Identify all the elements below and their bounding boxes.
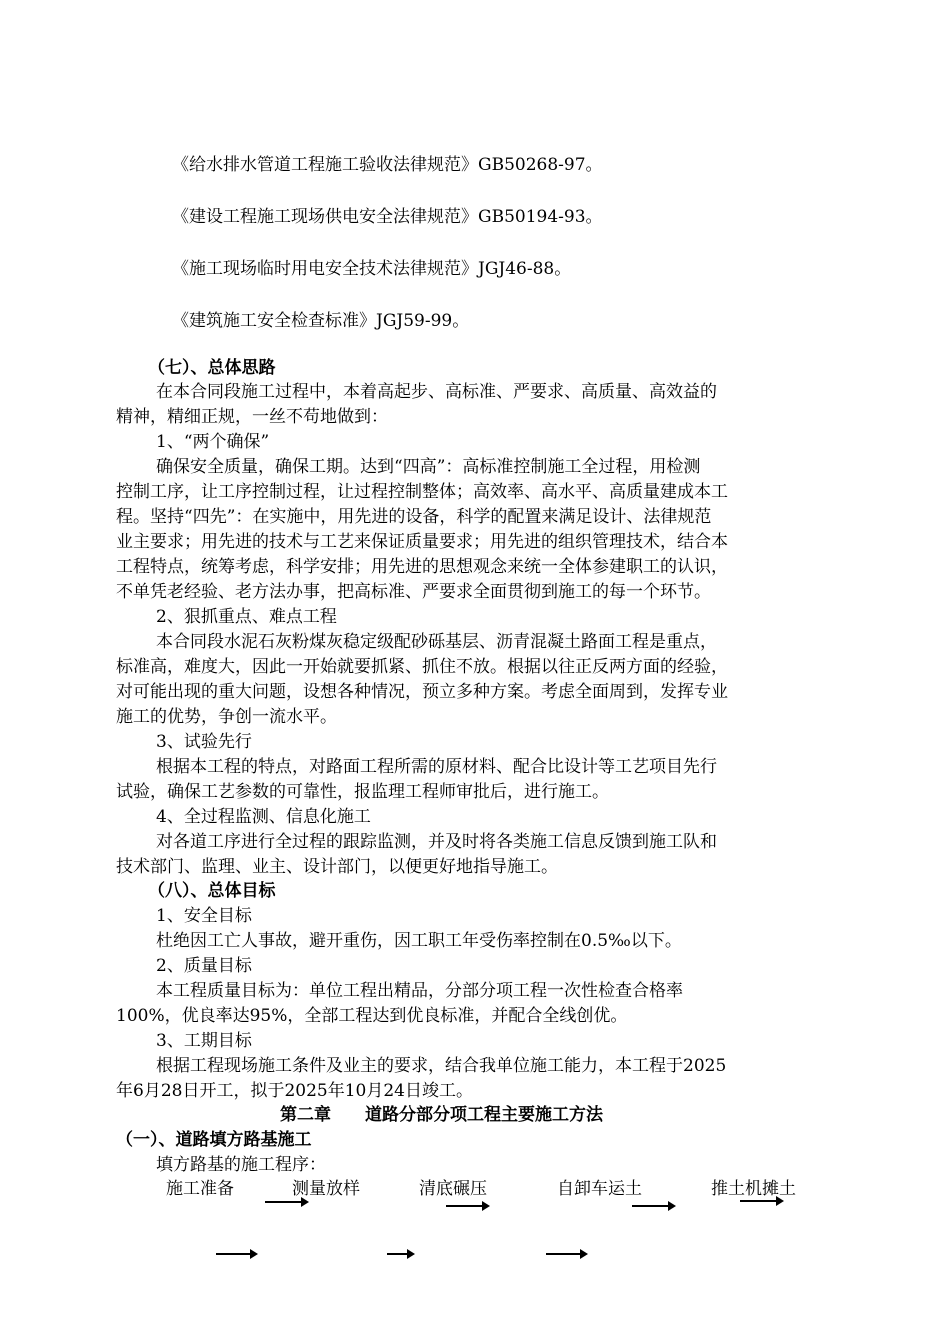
paragraph-line: 不单凭老经验、老方法办事，把高标准、严要求全面贯彻到施工的每一个环节。 bbox=[116, 582, 711, 602]
paragraph-line: 标准高，难度大，因此一开始就要抓紧、抓住不放。根据以往正反两方面的经验， bbox=[116, 657, 728, 677]
paragraph-line: 根据本工程的特点，对路面工程所需的原材料、配合比设计等工艺项目先行 bbox=[156, 757, 717, 777]
arrow-icon bbox=[740, 1200, 782, 1202]
item-heading: 1、安全目标 bbox=[156, 906, 252, 926]
item-heading: 2、质量目标 bbox=[156, 956, 252, 976]
paragraph-line: 对各道工序进行全过程的跟踪监测，并及时将各类施工信息反馈到施工队和 bbox=[156, 832, 717, 852]
item-heading: 4、全过程监测、信息化施工 bbox=[156, 807, 371, 827]
flow-step: 清底碾压 bbox=[419, 1179, 487, 1199]
flow-step: 测量放样 bbox=[292, 1179, 360, 1199]
standard-item: 《建设工程施工现场供电安全法律规范》GB50194-93。 bbox=[172, 207, 603, 227]
arrow-icon bbox=[446, 1205, 488, 1207]
flow-step: 推土机摊土 bbox=[711, 1179, 796, 1199]
arrow-icon bbox=[546, 1253, 586, 1255]
flow-step: 施工准备 bbox=[166, 1179, 234, 1199]
item-heading: 3、工期目标 bbox=[156, 1031, 252, 1051]
paragraph-line: 对可能出现的重大问题，设想各种情况，预立多种方案。考虑全面周到，发挥专业 bbox=[116, 682, 728, 702]
chapter-title: 第二章 道路分部分项工程主要施工方法 bbox=[280, 1105, 603, 1125]
arrow-icon bbox=[216, 1253, 256, 1255]
item-heading: 3、试验先行 bbox=[156, 732, 252, 752]
paragraph-line: 精神，精细正规，一丝不苟地做到： bbox=[116, 407, 388, 427]
paragraph-line: 在本合同段施工过程中，本着高起步、高标准、严要求、高质量、高效益的 bbox=[156, 382, 717, 402]
item-heading: 1、“两个确保” bbox=[156, 432, 270, 452]
paragraph-line: 年6月28日开工，拟于2025年10月24日竣工。 bbox=[116, 1081, 473, 1101]
arrow-icon bbox=[632, 1205, 674, 1207]
paragraph-line: 根据工程现场施工条件及业主的要求，结合我单位施工能力，本工程于2025 bbox=[156, 1056, 727, 1076]
section-heading: （一）、道路填方路基施工 bbox=[116, 1130, 312, 1150]
standard-item: 《给水排水管道工程施工验收法律规范》GB50268-97。 bbox=[172, 155, 603, 175]
paragraph-line: 控制工序，让工序控制过程，让过程控制整体；高效率、高水平、高质量建成本工 bbox=[116, 482, 728, 502]
paragraph-line: 业主要求；用先进的技术与工艺来保证质量要求；用先进的组织管理技术，结合本 bbox=[116, 532, 728, 552]
paragraph-line: 杜绝因工亡人事故，避开重伤，因工职工年受伤率控制在0.5‰以下。 bbox=[156, 931, 682, 951]
paragraph-line: 100%，优良率达95%，全部工程达到优良标准，并配合全线创优。 bbox=[116, 1006, 628, 1026]
paragraph-line: 本工程质量目标为：单位工程出精品，分部分项工程一次性检查合格率 bbox=[156, 981, 683, 1001]
standard-item: 《建筑施工安全检查标准》JGJ59-99。 bbox=[172, 311, 470, 331]
section-heading: （七）、总体思路 bbox=[148, 358, 276, 378]
arrow-icon bbox=[387, 1253, 413, 1255]
paragraph-line: 工程特点，统筹考虑，科学安排；用先进的思想观念来统一全体参建职工的认识， bbox=[116, 557, 728, 577]
paragraph-line: 技术部门、监理、业主、设计部门，以便更好地指导施工。 bbox=[116, 857, 558, 877]
paragraph-line: 施工的优势，争创一流水平。 bbox=[116, 707, 337, 727]
paragraph-line: 本合同段水泥石灰粉煤灰稳定级配砂砾基层、沥青混凝土路面工程是重点， bbox=[156, 632, 717, 652]
paragraph-line: 试验，确保工艺参数的可靠性，报监理工程师审批后，进行施工。 bbox=[116, 782, 609, 802]
item-heading: 2、狠抓重点、难点工程 bbox=[156, 607, 337, 627]
section-heading: （八）、总体目标 bbox=[148, 881, 276, 901]
flow-step: 自卸车运土 bbox=[557, 1179, 642, 1199]
paragraph-line: 程。坚持“四先”：在实施中，用先进的设备，科学的配置来满足设计、法律规范 bbox=[116, 507, 712, 527]
paragraph-line: 确保安全质量，确保工期。达到“四高”：高标准控制施工全过程，用检测 bbox=[156, 457, 701, 477]
paragraph-line: 填方路基的施工程序： bbox=[156, 1155, 326, 1175]
standard-item: 《施工现场临时用电安全技术法律规范》JGJ46-88。 bbox=[172, 259, 572, 279]
